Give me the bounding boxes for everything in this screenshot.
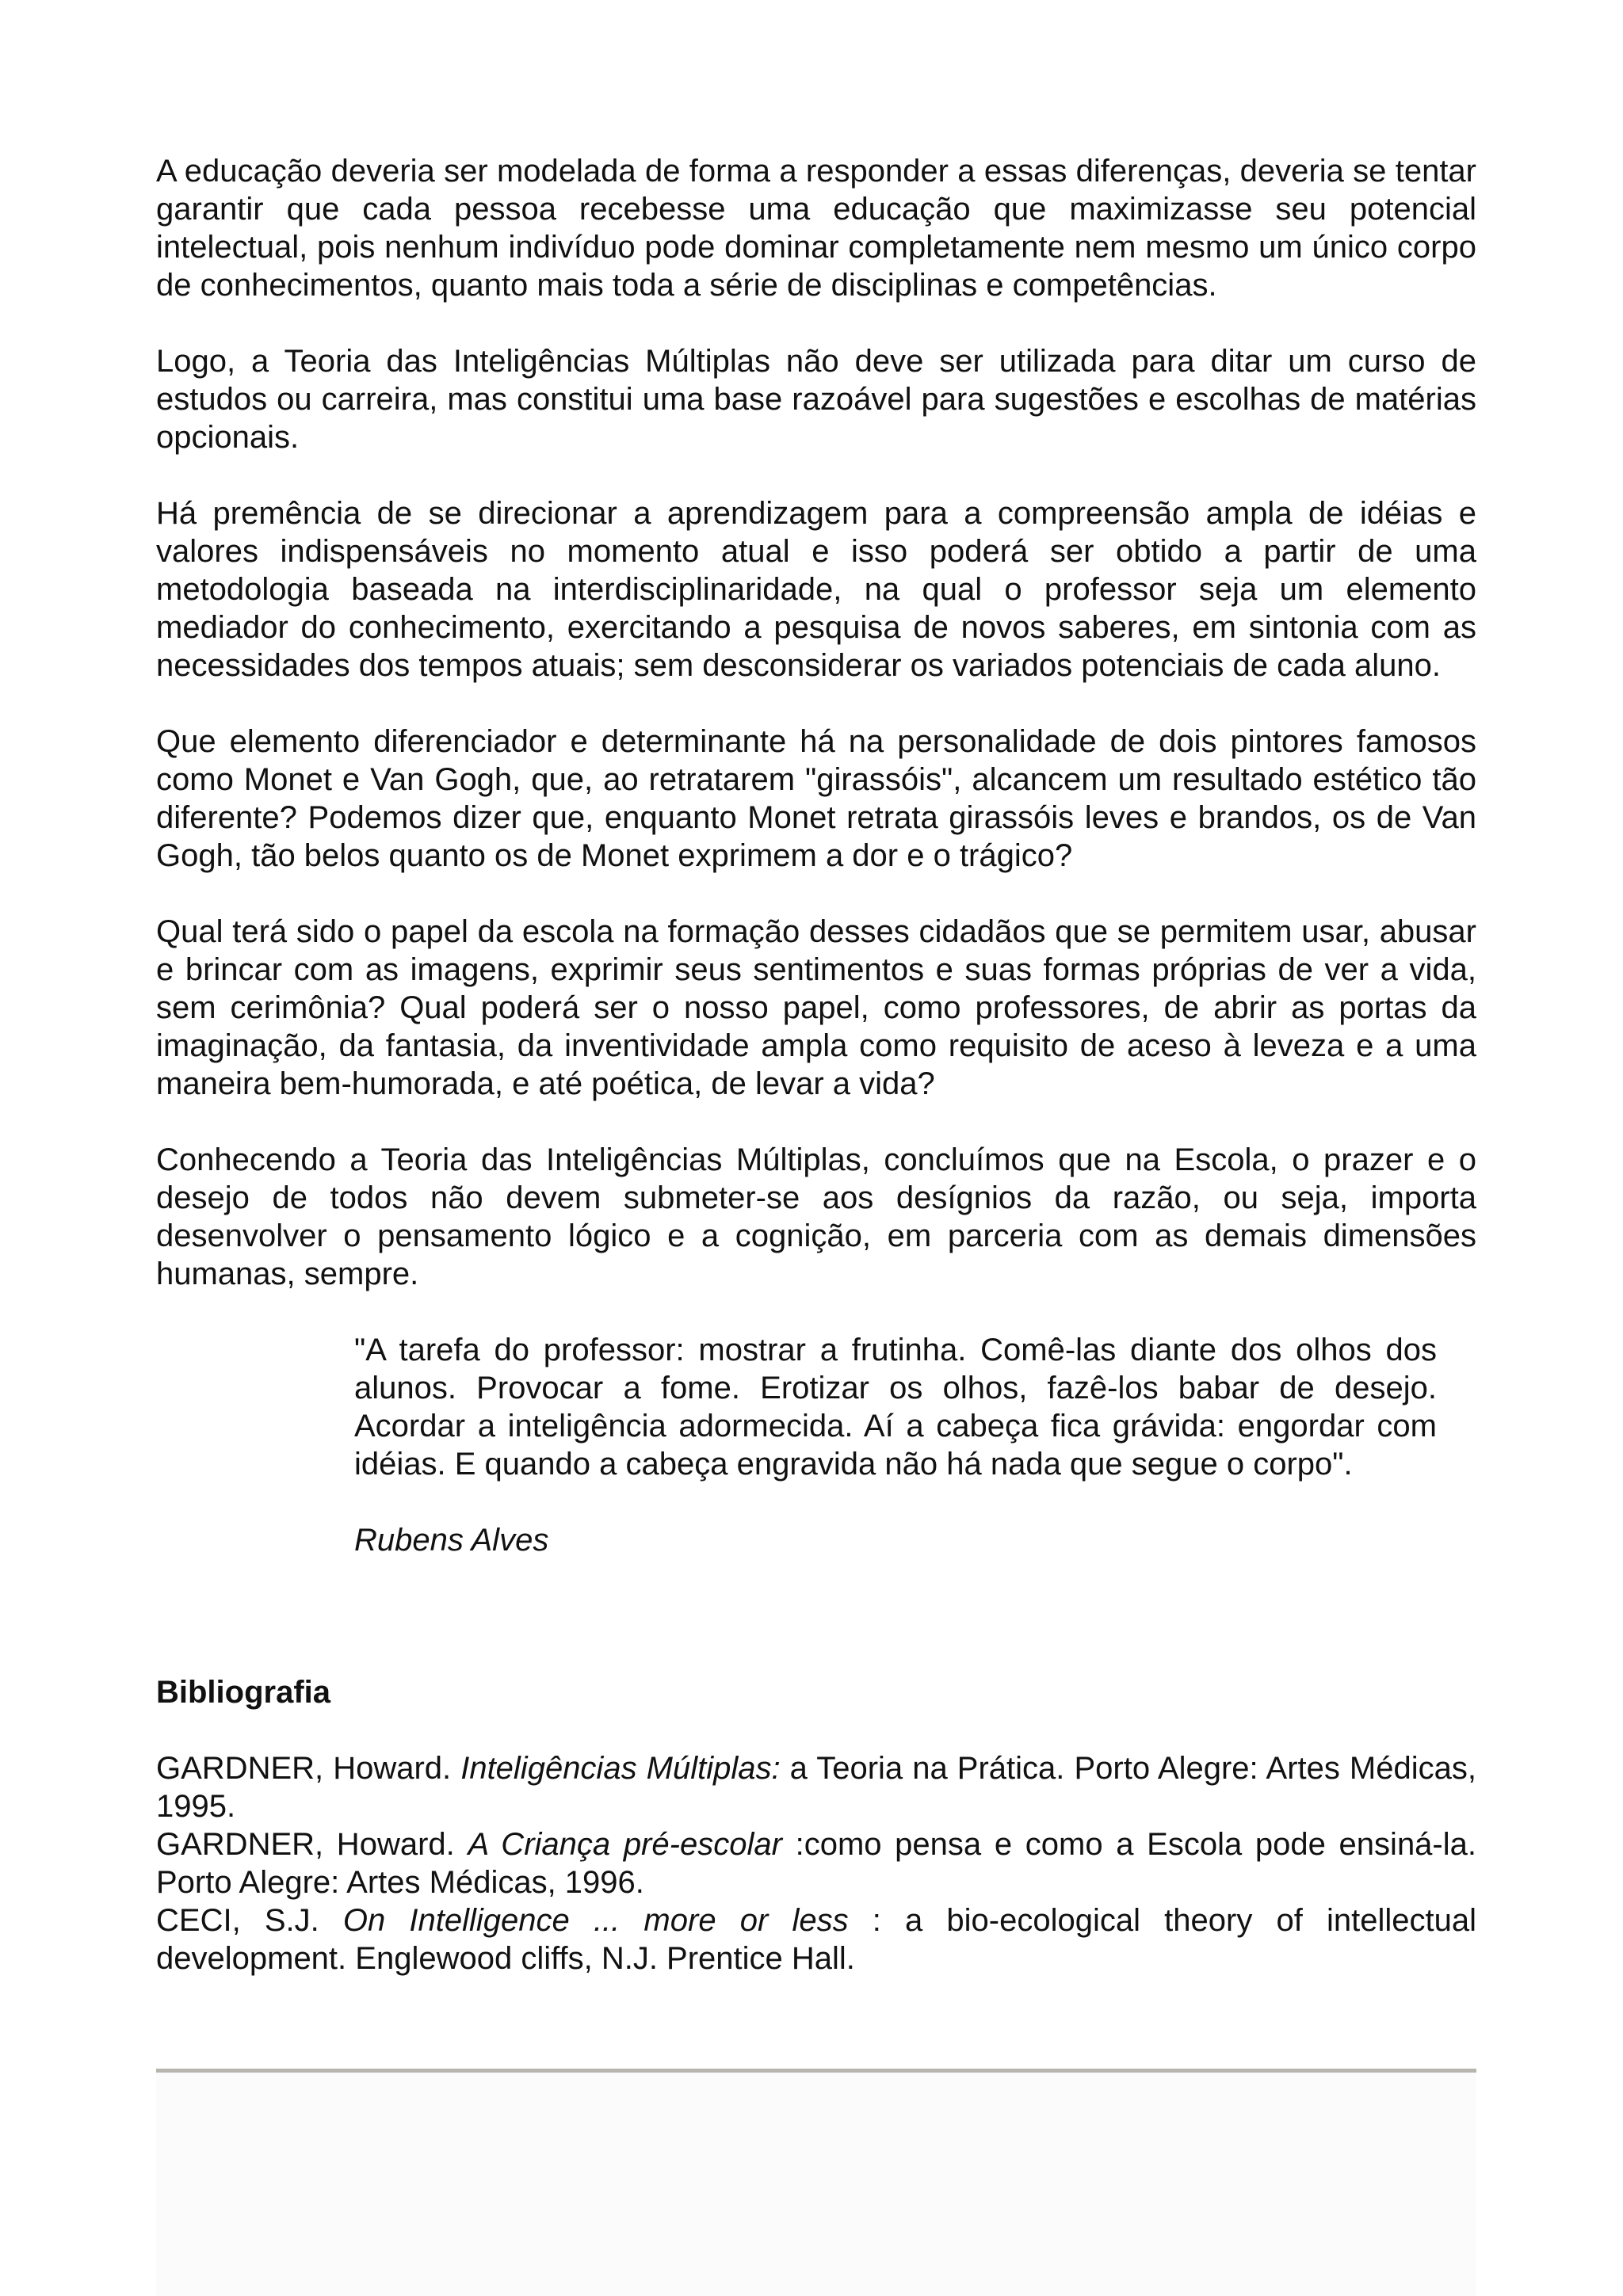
body-paragraph: Há premência de se direcionar a aprendizagem para a compreensão ampla de idéias e valores indispensáveis no momento atual e isso poderá ser obtido a partir de uma metodologia baseada na interdisciplinaridade, na qual o professor seja um elemento mediador do conhecimento, exercitando a pesquisa de novos saberes, em sintonia com as necessidades dos tempos atuais; sem desconsiderar os variados potenciais de cada aluno. [156, 496, 1476, 683]
ref-author: CECI, S.J. [156, 1903, 343, 1938]
ref-author: GARDNER, Howard. [156, 1751, 461, 1786]
ref-details: :como pensa e como a Escola pode ensiná-la. Porto Alegre: Artes Médicas, 1996. [156, 1827, 1476, 1900]
block-quote: "A tarefa do professor: mostrar a frutinha. Comê-las diante dos olhos dos alunos. Provocar a fome. Erotizar os olhos, fazê-los babar de desejo. Acordar a inteligência adormecida. Aí a cabeça fica grávida: engordar com idéias. E quando a cabeça engravida não há nada que segue o corpo". [354, 1333, 1437, 1482]
bibliography-list [156, 1749, 1476, 1978]
ref-title: A Criança pré-escolar [468, 1827, 782, 1862]
ref-details: a Teoria na Prática. Porto Alegre: Artes Médicas, 1995. [156, 1751, 1476, 1824]
body-paragraph: A educação deveria ser modelada de forma a responder a essas diferenças, deveria se tentar garantir que cada pessoa recebesse uma educação que maximizasse seu potencial intelectual, pois nenhum indivíduo pode dominar completamente nem mesmo um único corpo de conhecimentos, quanto mais toda a série de disciplinas e competências. [156, 154, 1476, 303]
document-page [156, 152, 1476, 1978]
ref-title: Inteligências Múltiplas: [460, 1751, 781, 1786]
body-paragraph: Qual terá sido o papel da escola na formação desses cidadãos que se permitem usar, abusar e brincar com as imagens, exprimir seus sentimentos e suas formas próprias de ver a vida, sem cerimônia? Qual poderá ser o nosso papel, como professores, de abrir as portas da imaginação, da fantasia, da inventividade ampla como requisito de aceso à leveza e a uma maneira bem-humorada, e até poética, de levar a vida? [156, 914, 1476, 1101]
ref-title: On Intelligence ... more or less [342, 1903, 849, 1938]
body-paragraph: Que elemento diferenciador e determinante há na personalidade de dois pintores famosos como Monet e Van Gogh, que, ao retratarem "girassóis", alcancem um resultado estético tão diferente? Podemos dizer que, enquanto Monet retrata girassóis leves e brandos, os de Van Gogh, tão belos quanto os de Monet exprimem a dor e o trágico? [156, 724, 1476, 873]
body-paragraph: Logo, a Teoria das Inteligências Múltiplas não deve ser utilizada para ditar um curso de estudos ou carreira, mas constitui uma base razoável para sugestões e escolhas de matérias opcionais. [156, 344, 1476, 455]
quote-author: Rubens Alves [354, 1523, 549, 1558]
footer-area [156, 2073, 1476, 2296]
ref-author: GARDNER, Howard. [156, 1827, 468, 1862]
body-paragraph: Conhecendo a Teoria das Inteligências Múltiplas, concluímos que na Escola, o prazer e o desejo de todos não devem submeter-se aos desígnios da razão, ou seja, importa desenvolver o pensamento lógico e a cognição, em parceria com as demais dimensões humanas, sempre. [156, 1142, 1476, 1291]
bibliography-entry [156, 1901, 1476, 1978]
ref-details: : a bio-ecological theory of intellectual development. Englewood cliffs, N.J. Prentice Hall. [156, 1903, 1476, 1976]
bibliography-entry [156, 1749, 1476, 1825]
bibliography-heading: Bibliografia [156, 1675, 331, 1710]
bibliography-entry [156, 1825, 1476, 1901]
